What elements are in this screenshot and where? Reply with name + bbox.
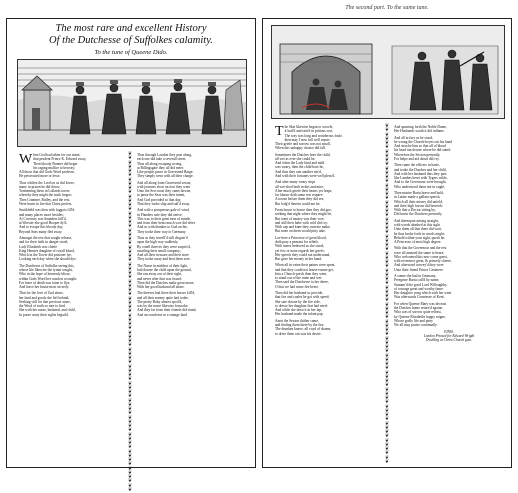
first-part-column-1 xyxy=(19,153,123,465)
verse-line: Wherefore the Sexton presently, xyxy=(394,152,441,157)
verse-line: to drive them out was his desire. xyxy=(275,331,322,336)
stanza xyxy=(137,291,245,317)
verse-line: She with her nurse, husband, and child, xyxy=(19,308,76,313)
drop-cap: T xyxy=(275,124,284,139)
stanza xyxy=(137,181,245,207)
verse-line: Into a Church-porch then they went, xyxy=(275,271,328,276)
verse-line: The theeves had there their horses kill'd, xyxy=(137,291,196,296)
ornament-border-right: ❦ ❦ ❦ ❦ ❦ ❦ ❦ ❦ ❦ ❦ ❦ ❦ ❦ ❦ ❦ ❦ ❦ ❦ ❦ ❦ ❦ ❦ ❦ ❦ ❦ ❦ ❦ ❦ ❦ ❦ ❦ ❦ ❦ ❦ ❦ ❦ ❦ ❦ ❦ ❦ ❦ ❦ ❦ ❦ ❦ ❦ ❦ ❦ ❦ ❦ ❦ ❦ ❦ ❦ ❦ ❦ ❦ ❦ ❦ ❦ ❦ ❦ ❦ ❦ ❦ ❦ ❦ ❦ ❦ ❦ ❦ ❦ ❦ ❦ ❦ ❦ ❦ ❦ ❦ ❦ xyxy=(384,124,390,465)
verse-line: And while she drest it in her lap, xyxy=(275,308,322,313)
verse-line: Smithfield was then with faggots fill'd, xyxy=(19,208,75,213)
verse-line: And with a prosperous gale of wind, xyxy=(137,208,190,213)
verse-line: and tooke the Dutches and her child, xyxy=(394,167,447,172)
verse-line: Whose godly life and piety xyxy=(394,318,433,323)
woodcut-procession-illustration xyxy=(17,59,247,147)
verse-line: was weary, then the child bore he, xyxy=(275,165,324,170)
verse-line: She ran away out of their sight, xyxy=(137,272,183,277)
stanza xyxy=(137,264,245,290)
stanza xyxy=(394,302,504,328)
verse-line: and from their heart much woe did drive xyxy=(137,221,196,226)
stanza xyxy=(137,236,245,262)
verse-line: Seeking still for that precious stone, xyxy=(19,299,71,304)
finis: FINIS. xyxy=(444,329,454,334)
verse-line: Who in the hope of heavenly blisse, xyxy=(19,272,71,277)
verse-line: Looking each day when she should dye. xyxy=(19,257,77,262)
verse-line: at Billingsgate they all did meet: xyxy=(137,165,184,170)
verse-line: Tormenting them in Lollards tower, xyxy=(19,189,71,194)
verse-line: were all amazed the same to heare, xyxy=(394,250,445,255)
verse-line: within Gods Word her comfort wrought: xyxy=(19,276,78,281)
ballad-title-line-2: Of the Dutchesse of Suffolkes calamity. xyxy=(49,35,213,46)
verse-line: of courage great and worthy fame: xyxy=(394,286,444,291)
verse-line: A Princesse of most high degree. xyxy=(394,240,442,244)
first-part-column-2 xyxy=(137,153,245,465)
verse-line: And all in fury as he stood, xyxy=(394,135,434,140)
verse-line: Then Cranmer, Ridley, and the rest, xyxy=(19,197,71,202)
verse-line: And strucke him so that all of bloud xyxy=(394,144,446,149)
verse-line: O that we had some fire heere. xyxy=(275,284,320,289)
verse-line: For helpe and aid aloud did cry. xyxy=(394,156,440,161)
verse-line: and finding them there by the fire, xyxy=(275,323,325,328)
stanza xyxy=(19,208,123,234)
verse-line: Behold within your sight, quoth he, xyxy=(394,235,446,240)
verse-line: All those that did Gods Word professe, xyxy=(19,170,75,174)
verse-line: Who was of sorrow quite releast, xyxy=(394,310,442,315)
verse-line: And with her husband thus they past xyxy=(394,171,447,176)
verse-line: yet few or none regards her griefe; xyxy=(275,248,325,253)
verse-line: And succourlesse in a strange land. xyxy=(137,312,188,317)
verse-line: This was to their great ease of minde, xyxy=(137,216,191,221)
verse-line: And so with thankes to God on hie, xyxy=(137,225,188,230)
verse-line: and never after that was found; xyxy=(137,276,182,281)
verse-line: The way was long and wonderous foule, xyxy=(284,133,343,138)
verse-line: Like people poore in Gravesend Barge, xyxy=(137,170,194,174)
stanza xyxy=(394,136,504,162)
stanza xyxy=(394,125,504,134)
verse-line: Then did the Dutches make great mone, xyxy=(137,280,195,285)
verse-line: And to the Governour were brought, xyxy=(394,180,447,185)
stanza xyxy=(19,181,123,207)
verse-line: After much griefe their hearts yet leaps, xyxy=(275,188,333,193)
printer-line: London Printed for Edward Wright xyxy=(423,333,475,338)
verse-line: That they tooke ship and sail'd away. xyxy=(137,201,191,206)
verse-line: the Dutches home return'd againe, xyxy=(394,306,444,311)
verse-line: The Dutchesse of Suffolke seeing this, xyxy=(19,263,75,268)
stanza xyxy=(394,191,504,217)
verse-line: Then came the officers in haste, xyxy=(394,163,440,168)
verse-line: Who welcomed this new come guest, xyxy=(394,254,448,259)
verse-line: She sate downe by the fire side, xyxy=(275,299,321,304)
stanza xyxy=(275,180,381,206)
verse-line: Peregrine Bartu call'd by name, xyxy=(394,278,440,283)
verse-line: And thereupon arising straight, xyxy=(394,218,439,223)
verse-line: They tooke away and beat them sore. xyxy=(137,257,191,262)
tune-line: To the tune of Queene Dido. xyxy=(94,49,168,56)
verse-line: in Latine made a gallant speech, xyxy=(394,195,441,200)
stanza xyxy=(275,236,381,262)
verse-line: in Flanders safe they did arrive, xyxy=(137,212,183,217)
stanza xyxy=(394,219,504,245)
second-part-column-2 xyxy=(394,125,504,465)
verse-line: And leave her house most secretly. xyxy=(19,285,70,289)
verse-line: Her daughter yong which with her went xyxy=(394,291,452,296)
verse-line: and all their money quite had tooke, xyxy=(137,295,189,300)
verse-line: Beyond Seas many fled away. xyxy=(19,229,63,234)
verse-line: by Queene Elizabeths happy raigne, xyxy=(394,314,446,319)
verse-line: he thus broke forth in words aright: xyxy=(394,231,445,236)
stanza xyxy=(275,291,381,317)
verse-line: and still their babe with cold did cry: xyxy=(275,220,328,225)
printer-line: Dwelling at Christ Church gate. xyxy=(425,338,473,342)
stanza xyxy=(137,208,245,234)
verse-line: assailing their small company; xyxy=(137,248,181,253)
verse-line: They simply went with all their charge. xyxy=(137,174,194,179)
verse-line: They tooke their way to Germany. xyxy=(137,229,187,234)
verse-line: whereby they might the truth forgoe; xyxy=(19,193,72,198)
verse-line: and for their faith in danger stood, xyxy=(19,240,69,245)
woodcut-church-porch-illustration xyxy=(271,25,505,119)
verse-line: then may I now full well report: xyxy=(284,137,331,142)
verse-line: With that a Doctor sitting by, xyxy=(394,208,436,213)
verse-line: to passe the Seas was their intent, xyxy=(137,193,186,198)
verse-line: And when the Lady kind and mild xyxy=(275,161,325,166)
verse-line: Her husband made the infant pap. xyxy=(275,312,324,317)
drop-cap: W xyxy=(19,152,33,167)
verse-line: many in prison he did throw, xyxy=(19,184,61,189)
verse-line: And they far from their friends did stand, xyxy=(137,308,197,313)
verse-line: he wrung the Church-keyes out his hand xyxy=(394,139,453,144)
verse-line: and their high favour did beseech: xyxy=(394,203,443,208)
verse-line: and many places more besides; xyxy=(19,212,64,217)
verse-line: And after many weary steps xyxy=(275,180,316,185)
verse-line: that fire and coales he got with speed; xyxy=(275,295,330,300)
verse-line: Sometimes the Dutches bore the child, xyxy=(275,152,331,157)
verse-line: And afterward convey'd they were xyxy=(394,263,444,268)
verse-line: Unto the Sea-coast they came downe, xyxy=(137,189,192,194)
verse-line: doth pray a peasant for reliefe, xyxy=(275,240,319,244)
verse-line: King Henries daughter of royall blood, xyxy=(19,248,75,253)
verse-line: and that they could not house-roome get, xyxy=(275,267,334,272)
verse-line: Thus all along escaping wrong, xyxy=(137,161,183,166)
verse-line: Which in the Tower did prisoner lye, xyxy=(19,253,72,258)
verse-line: At Coventry was Saunders kill'd, xyxy=(19,216,67,221)
stanza xyxy=(275,125,381,151)
verse-line: For when Queene Mary was deceast xyxy=(394,301,447,306)
verse-line: with reverence great, & princely cheere, xyxy=(394,259,452,264)
verse-line: And God provided so that day, xyxy=(137,197,182,202)
verse-line: at Worster eke good Hooper dy'd, xyxy=(19,221,68,226)
verse-line: for labour doth some rest require: xyxy=(275,193,324,198)
verse-line: it hail'd and rain'd in pittious sort, xyxy=(284,129,333,134)
second-part-column-1 xyxy=(275,125,381,465)
verse-line: In poore array their sights beguild. xyxy=(19,312,69,317)
verse-line: Anon the Sexton thither came, xyxy=(275,318,319,323)
verse-line: Her speech they could not understand, xyxy=(275,252,331,257)
stanza xyxy=(275,208,381,234)
verse-line: Which all their misery did unfold, xyxy=(394,199,443,204)
second-part-sheet xyxy=(262,5,512,468)
verse-line: Thus whilest the Lord on us did lower, xyxy=(19,180,75,185)
verse-line: And all their treasure and their store xyxy=(137,253,189,258)
verse-line: A towne before them they did see, xyxy=(275,197,325,202)
verse-line: For feare of death was faine to flye, xyxy=(19,280,71,285)
verse-line: The drunken knave, all voyd of shame, xyxy=(275,327,332,332)
verse-line: From house to house then they did goe, xyxy=(275,208,332,213)
verse-line: He persecuted more or lesse. xyxy=(19,174,61,179)
verse-line: And with their fortunes were well pleas'd. xyxy=(275,173,336,178)
stanza xyxy=(275,153,381,179)
verse-line: to dresse her daughter that had need: xyxy=(275,303,328,308)
verse-line: was by the nurse likewise forsooke: xyxy=(137,304,189,309)
verse-line: But gave her money in her hand. xyxy=(275,257,323,261)
verse-line: Who understood them not in ought. xyxy=(394,184,446,189)
verse-line: with words abashed at this sight xyxy=(394,223,441,227)
verse-line: Did know the Dutchess presently. xyxy=(394,212,443,217)
verse-line: Loe here a Princesse of great blood, xyxy=(275,235,327,240)
verse-line: all wet-shod both in dirt and mire, xyxy=(275,184,325,189)
verse-line: Lady Elizabeth was chiefe xyxy=(19,244,58,249)
stanza xyxy=(275,319,381,336)
stanza xyxy=(137,153,245,179)
ballad-title-line-1: The most rare and excellent History xyxy=(55,23,207,34)
verse-line: With her good husband all alone. xyxy=(137,285,185,289)
verse-line: his head ran downe where he did stand: xyxy=(394,148,451,153)
verse-line: his raging mallice to bewray; xyxy=(33,165,76,170)
stanza xyxy=(394,274,504,300)
verse-line: Her Husbands wrath it did inflame. xyxy=(394,129,445,134)
verse-line: That for the love of God alone, xyxy=(19,291,64,296)
verse-line: the Word of truth so rare to find, xyxy=(19,304,66,309)
running-head: The second part. To the same tune. xyxy=(345,5,429,11)
verse-line: When this unhappy chance did fall. xyxy=(275,146,326,151)
stanza xyxy=(19,264,123,290)
verse-line: all wet as ever she could be, xyxy=(275,156,316,161)
verse-line: When God had taken for our sinne, xyxy=(19,152,81,167)
verse-line: Then bloody Bonner did begin xyxy=(33,161,78,166)
verse-line: like Lambes beset with Tygers wilde, xyxy=(394,176,448,181)
stanza xyxy=(19,236,123,262)
verse-line: We all may praise continually. xyxy=(394,323,438,328)
verse-line: When all in vaine their paines were spent, xyxy=(275,263,336,268)
verse-line: upon the high way suddenly, xyxy=(137,240,179,245)
stanza xyxy=(275,263,381,289)
verse-line: Then did her husband so provide, xyxy=(275,291,324,296)
first-part-sheet xyxy=(6,18,256,493)
verse-line: A sonne she had in Germany, xyxy=(394,274,437,279)
verse-line: to stand out of the raine and wet: xyxy=(275,276,323,281)
verse-line: With teares bedewed as she stood, xyxy=(275,244,325,249)
verse-line: The pretty Baby almost spoil'd, xyxy=(137,299,183,304)
verse-line: With cap and knee they curtesie make, xyxy=(275,225,331,230)
stanza xyxy=(19,291,123,317)
verse-line: Then said the Dutchesse to her deere, xyxy=(275,280,329,285)
verse-line: Unto their friend Prince Casimere. xyxy=(394,267,444,272)
verse-line: Amongst the rest that sought release, xyxy=(19,236,73,241)
stanza xyxy=(19,153,123,179)
verse-line: Then master Bartu brave and bold, xyxy=(394,191,444,196)
verse-line: And thus they one another eas'd, xyxy=(275,169,322,174)
verse-line: And spurning forth the Noble Dame, xyxy=(394,125,447,129)
verse-line: Thus as they travell'd still disguis'd xyxy=(137,236,188,241)
stanza xyxy=(394,246,504,272)
verse-line: each one did take a severall street, xyxy=(137,157,187,162)
verse-line: Were burnt in fire that Christ profest. xyxy=(19,201,73,206)
stanza xyxy=(394,163,504,189)
verse-line: Was afterwards Countesse of Kent. xyxy=(394,295,445,300)
ornament-border-left: ❦ ❦ ❦ ❦ ❦ ❦ ❦ ❦ ❦ ❦ ❦ ❦ ❦ ❦ ❦ ❦ ❦ ❦ ❦ ❦ ❦ ❦ ❦ ❦ ❦ ❦ ❦ ❦ ❦ ❦ ❦ ❦ ❦ ❦ ❦ ❦ ❦ ❦ ❦ ❦ ❦ ❦ ❦ ❦ ❦ ❦ ❦ ❦ ❦ ❦ ❦ ❦ ❦ ❦ ❦ ❦ ❦ ❦ ❦ ❦ ❦ ❦ ❦ ❦ ❦ ❦ ❦ ❦ ❦ ❦ ❦ ❦ ❦ ❦ ❦ ❦ ❦ ❦ ❦ ❦ xyxy=(127,152,133,493)
verse-line: laid downe the child upon the ground, xyxy=(137,268,192,272)
verse-line: But lodg'd therein could not be. xyxy=(275,201,321,206)
verse-line: The Nurse in middest of their fight, xyxy=(137,263,189,268)
verse-line: And all along from Gravesend towne, xyxy=(137,180,192,185)
verse-line: By cruell theeves they were surpris'd, xyxy=(137,244,191,249)
verse-line: Their griefe and sorrow was not small, xyxy=(275,142,331,146)
verse-line: But none on them would pitty take. xyxy=(275,229,326,234)
verse-line: But want of money was their woe, xyxy=(275,216,325,221)
verse-line: And to escape this bloody day, xyxy=(19,225,64,230)
verse-line: Unto them all that there did wait, xyxy=(394,227,442,232)
verse-line: Thus through London they past along, xyxy=(137,153,192,157)
verse-line: The Skie likewise began to scowle, xyxy=(275,124,334,139)
verse-line: that prudent Prince K. Edward away, xyxy=(33,157,87,162)
verse-line: seeking that night where they might lie, xyxy=(275,212,332,217)
verse-line: Surnam'd the good Lord Willoughby, xyxy=(394,282,448,287)
verse-line: her land and goods she left behind, xyxy=(19,295,70,300)
verse-line: With that the Governour and the rest xyxy=(394,246,447,251)
verse-line: with journies short on foot they went xyxy=(137,184,191,189)
verse-line: whose life likewise the tyrant sought, xyxy=(19,268,73,272)
